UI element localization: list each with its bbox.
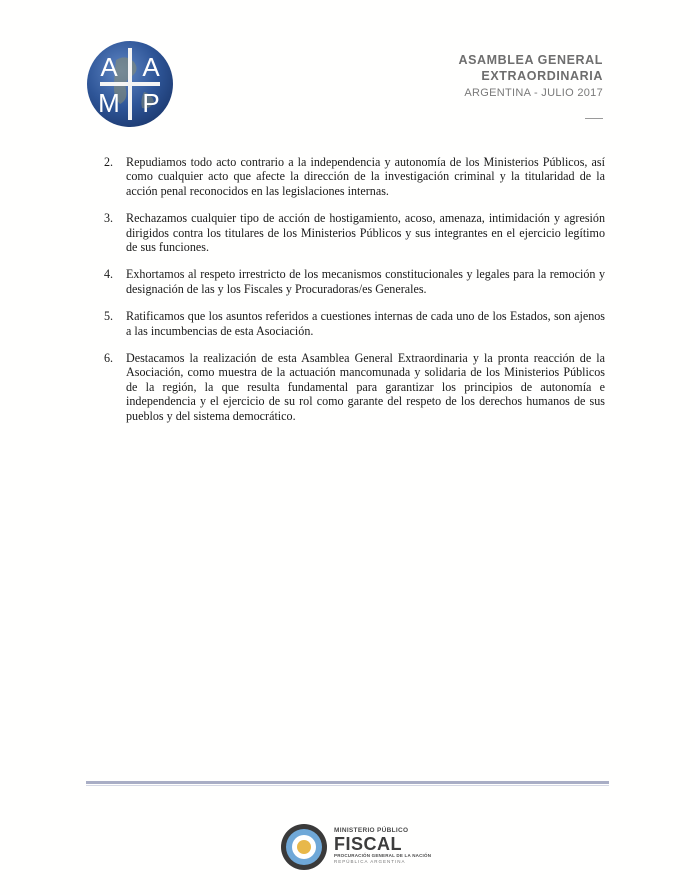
list-item: [100, 155, 605, 198]
header-divider: [585, 118, 603, 119]
logo-letter-a1: A: [100, 52, 118, 82]
header-subtitle: ARGENTINA - JULIO 2017: [464, 87, 603, 99]
header-title-line1: ASAMBLEA GENERAL: [458, 53, 603, 67]
logo-letter-m: M: [98, 88, 120, 118]
item-text: Ratificamos que los asuntos referidos a cuestiones internas de cada uno de los Estados, son ajenos a las incumbencias de esta Asociación.: [126, 309, 605, 338]
logo-letter-p: P: [142, 88, 160, 118]
aiamp-logo: [86, 40, 174, 128]
footer-divider-shadow: [86, 785, 609, 786]
item-number: 2.: [104, 155, 114, 169]
mpf-wordmark: [334, 827, 431, 864]
footer-line4: REPÚBLICA ARGENTINA: [334, 859, 406, 864]
event-header: [458, 52, 603, 102]
resolution-list: [100, 155, 605, 436]
footer-line2: FISCAL: [334, 834, 402, 854]
mpf-logo-icon: [280, 823, 328, 871]
item-text: Rechazamos cualquier tipo de acción de hostigamiento, acoso, amenaza, intimidación y agresión dirigidos contra los titulares de los Ministerios Públicos y sus integrantes en el ejercicio legítimo de sus funciones.: [126, 211, 605, 255]
item-number: 4.: [104, 267, 114, 282]
item-text: Exhortamos al respeto irrestricto de los mecanismos constitucionales y legales para la remoción y designación de las y los Fiscales y Procuradoras/es Generales.: [126, 267, 605, 296]
header-title-line2: EXTRAORDINARIA: [481, 69, 603, 83]
item-text: Destacamos la realización de esta Asamblea General Extraordinaria y la pronta reacción de la Asociación, como muestra de la actuación mancomunada y solidaria de los Ministerios Públicos de la región, la que resulta fundamental para garantizar los principios de autonomía e independencia y el ejercicio de su rol como garante del respeto de los derechos humanos de sus pueblos y del sistema democrático.: [126, 351, 605, 423]
list-item: [100, 351, 605, 423]
list-item: [100, 211, 605, 254]
item-number: 5.: [104, 309, 114, 324]
item-number: 6.: [104, 351, 114, 366]
item-text: Repudiamos todo acto contrario a la independencia y autonomía de los Ministerios Públicos, así como cualquier acto que afecte la dirección de la investigación criminal y la titularidad de la acción penal reconocidos en las legislaciones internas.: [126, 155, 605, 198]
footer-line3: PROCURACIÓN GENERAL DE LA NACIÓN: [334, 853, 432, 858]
item-number: 3.: [104, 211, 114, 226]
footer-line1: MINISTERIO PÚBLICO: [334, 827, 409, 834]
list-item: [100, 267, 605, 296]
footer-divider: [86, 781, 609, 784]
logo-letter-a2: A: [142, 52, 160, 82]
list-item: [100, 309, 605, 338]
